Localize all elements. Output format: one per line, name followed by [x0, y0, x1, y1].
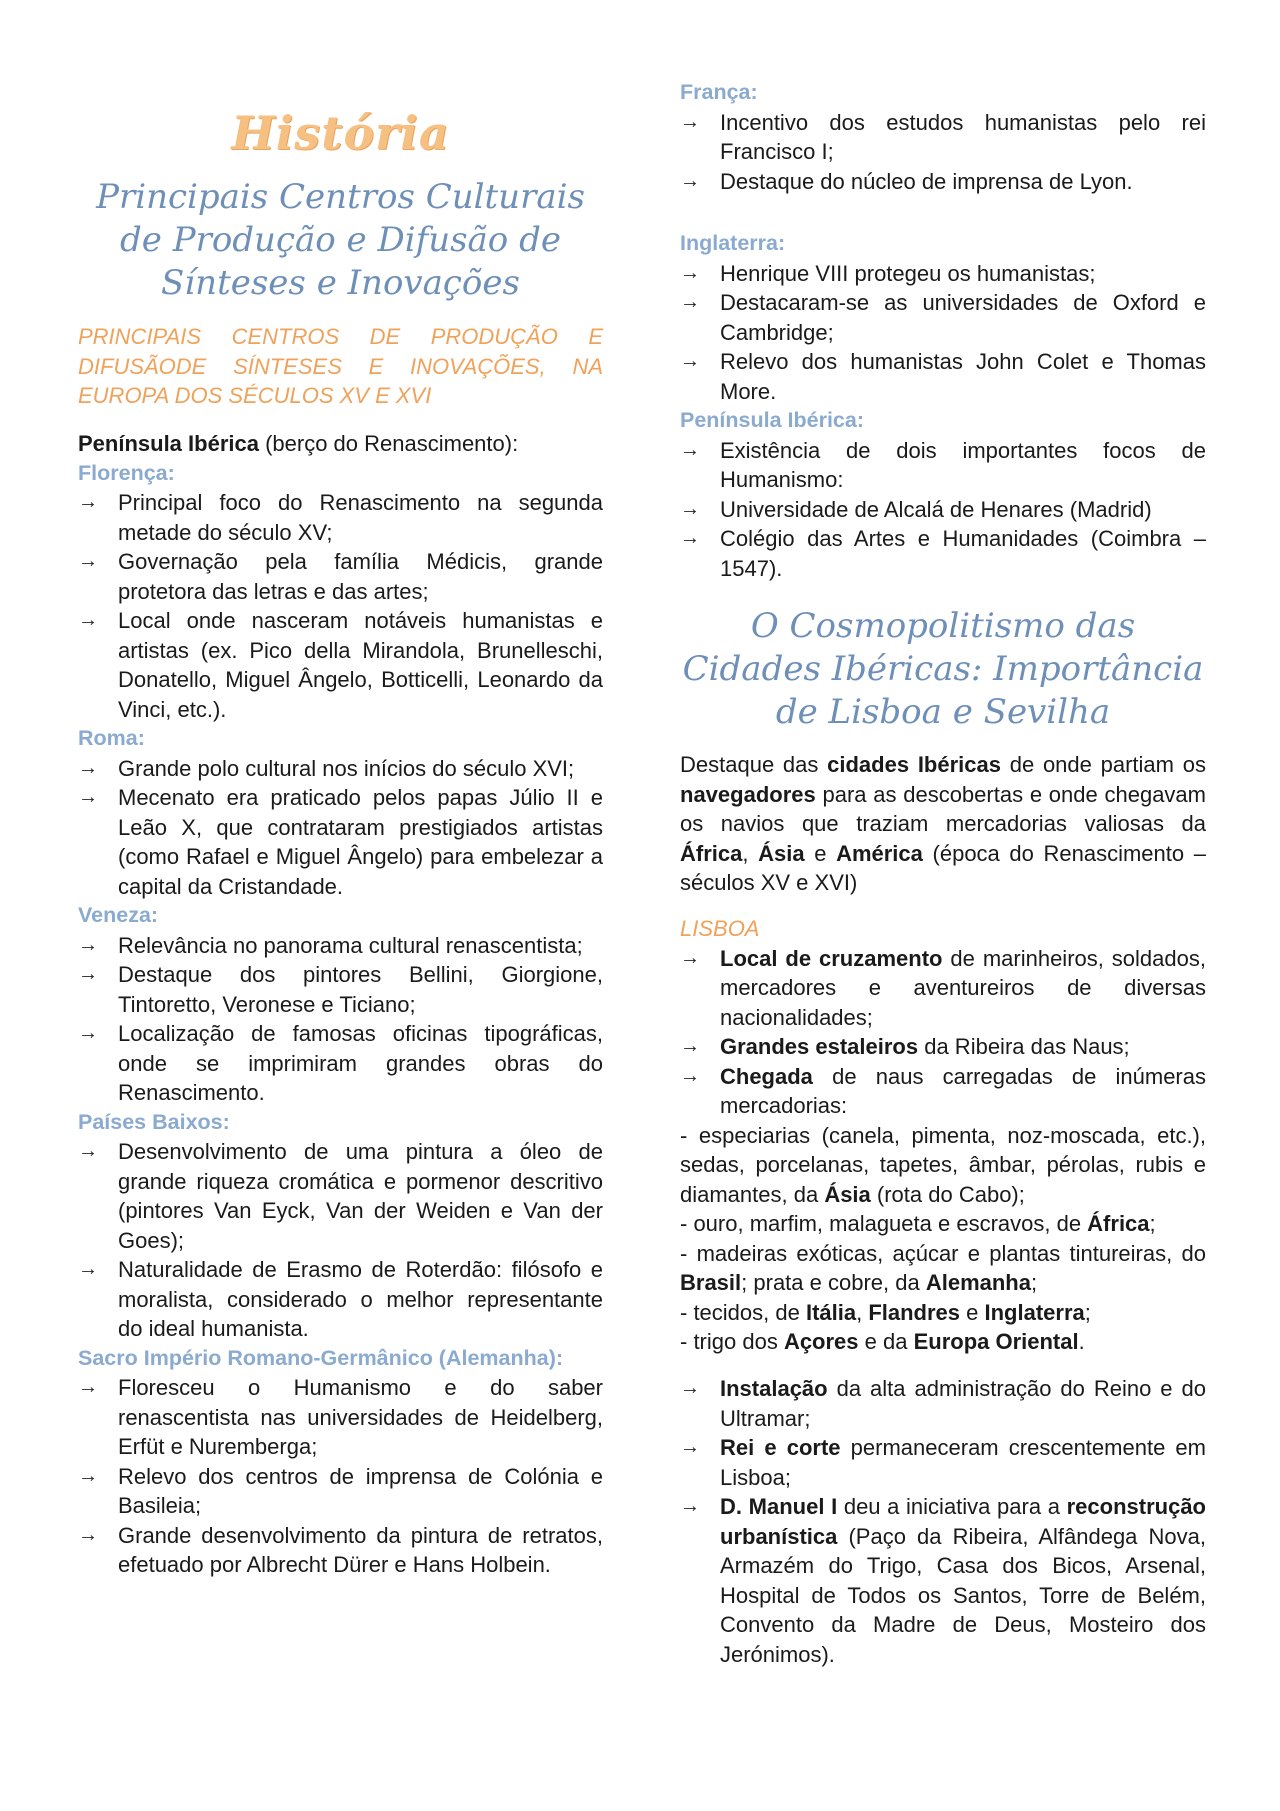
arrow-icon: →	[680, 527, 700, 549]
list-item: → Local onde nasceram notáveis humanistas e artistas (ex. Pico della Mirandola, Brunelleschi, Donatello, Miguel Ângelo, Botticelli, Leonardo da Vinci, etc.).	[78, 608, 603, 722]
list-item: → Grande polo cultural nos inícios do século XVI;	[78, 754, 603, 784]
arrow-icon: →	[680, 438, 700, 461]
arrow-icon: →	[78, 1464, 98, 1487]
arrow-icon: →	[680, 1035, 700, 1057]
list-item: → Incentivo dos estudos humanistas pelo rei Francisco I;	[680, 109, 1206, 164]
list-item: → Universidade de Alcalá de Henares (Madrid)	[680, 495, 1206, 525]
list-item: → Floresceu o Humanismo e do saber renascentista nas universidades de Heidelberg, Erfüt e Nuremberga;	[78, 1375, 603, 1459]
intro-paragraph: Destaque das cidades Ibéricas de onde partiam os navegadores para as descobertas e onde chegavam os navios que traziam mercadorias valiosas da África, Ásia e América (época do Renascimento – séculos XV e XVI)	[680, 752, 1206, 895]
inglaterra-list	[680, 259, 1206, 407]
list-item: → Instalação da alta administração do Reino e do Ultramar;	[680, 1376, 1206, 1431]
veneza-list	[78, 931, 603, 1108]
arrow-icon: →	[680, 261, 700, 284]
intro-rest: (berço do Renascimento):	[258, 431, 519, 456]
list-item: → Rei e corte permaneceram crescentemente em Lisboa;	[680, 1435, 1206, 1490]
arrow-icon: →	[78, 963, 98, 985]
goods-line: - especiarias (canela, pimenta, noz-moscada, etc.), sedas, porcelanas, tapetes, âmbar, pérolas, rubis e diamantes, da Ásia (rota do Cabo);	[680, 1122, 1206, 1207]
arrow-icon: →	[78, 1258, 98, 1280]
list-item: → Principal foco do Renascimento na segunda metade do século XV;	[78, 490, 603, 545]
intro-line	[78, 429, 603, 459]
goods-line: - madeiras exóticas, açúcar e plantas tintureiras, do Brasil; prata e cobre, da Alemanha;	[680, 1240, 1206, 1295]
list-item: → Existência de dois importantes focos de Humanismo:	[680, 437, 1206, 492]
arrow-icon: →	[78, 1140, 98, 1162]
region-inglaterra: Inglaterra:	[680, 231, 786, 255]
list-item: → Governação pela família Médicis, grande protetora das letras e das artes;	[78, 549, 603, 604]
arrow-icon: →	[680, 1064, 700, 1087]
heading-line: Principais Centros Culturais	[96, 177, 585, 217]
region-peninsula-iberica: Península Ibérica:	[680, 408, 865, 432]
arrow-icon: →	[78, 1022, 98, 1044]
florenca-list	[78, 488, 603, 724]
region-roma: Roma:	[78, 726, 145, 750]
goods-line: - trigo dos Açores e da Europa Oriental.	[680, 1329, 1085, 1354]
arrow-icon: →	[680, 110, 700, 133]
arrow-icon: →	[680, 946, 700, 969]
list-item: → Henrique VIII protegeu os humanistas;	[680, 259, 1206, 289]
list-item: → Relevância no panorama cultural renascentista;	[78, 931, 603, 961]
list-item: → Destacaram-se as universidades de Oxford e Cambridge;	[680, 290, 1206, 345]
list-item: → Destaque do núcleo de imprensa de Lyon.	[680, 167, 1206, 197]
list-item: → Relevo dos humanistas John Colet e Thomas More.	[680, 349, 1206, 404]
region-veneza: Veneza:	[78, 903, 159, 927]
list-item: → Local de cruzamento de marinheiros, soldados, mercadores e aventureiros de diversas nacionalidades;	[680, 945, 1206, 1030]
list-item: → D. Manuel I deu a iniciativa para a reconstrução urbanística (Paço da Ribeira, Alfândega Nova, Armazém do Trigo, Casa dos Bicos, Arsenal, Hospital de Todos os Santos, Torre de Belém, Convento da Madre de Deus, Mosteiro dos Jerónimos).	[680, 1494, 1206, 1667]
arrow-icon: →	[78, 550, 98, 572]
orange-subheading: PRINCIPAIS CENTROS DE PRODUÇÃO E DIFUSÃODE SÍNTESES E INOVAÇÕES, NA EUROPA DOS SÉCULOS XV E XVI	[78, 324, 603, 408]
arrow-icon: →	[78, 609, 98, 631]
arrow-icon: →	[78, 786, 98, 808]
sacro-list	[78, 1373, 603, 1580]
peninsula-list	[680, 436, 1206, 584]
list-item: → Mecenato era praticado pelos papas Júlio II e Leão X, que contrataram prestigiados artistas (como Rafael e Miguel Ângelo) para embelezar a capital da Cristandade.	[78, 785, 603, 899]
region-sacro-imperio: Sacro Império Romano-Germânico (Alemanha):	[78, 1345, 564, 1370]
arrow-icon: →	[78, 756, 98, 779]
arrow-icon: →	[680, 1495, 700, 1517]
arrow-icon: →	[680, 169, 700, 192]
arrow-icon: →	[78, 933, 98, 956]
franca-list	[680, 108, 1206, 197]
lisboa-heading: LISBOA	[680, 916, 760, 941]
arrow-icon: →	[680, 1436, 700, 1458]
list-item: → Naturalidade de Erasmo de Roterdão: filósofo e moralista, considerado o melhor representante do ideal humanista.	[78, 1257, 603, 1341]
arrow-icon: →	[680, 497, 700, 520]
lisboa-list	[680, 944, 1206, 1121]
goods-line: - ouro, marfim, malagueta e escravos, de África;	[680, 1211, 1156, 1236]
list-item: → Grande desenvolvimento da pintura de retratos, efetuado por Albrecht Dürer e Hans Holbein.	[78, 1522, 603, 1577]
right-section-heading	[680, 605, 1206, 734]
arrow-icon: →	[78, 1376, 98, 1398]
heading-line: de Lisboa e Sevilha	[775, 692, 1111, 732]
page-title: História	[231, 106, 450, 160]
arrow-icon: →	[78, 1523, 98, 1546]
list-item: → Localização de famosas oficinas tipográficas, onde se imprimiram grandes obras do Renascimento.	[78, 1021, 603, 1105]
region-paises-baixos: Países Baixos:	[78, 1109, 230, 1134]
list-item: → Chegada de naus carregadas de inúmeras mercadorias:	[680, 1063, 1206, 1118]
paises-list	[78, 1137, 603, 1344]
arrow-icon: →	[680, 1377, 700, 1399]
heading-line: de Produção e Difusão de	[120, 220, 561, 260]
region-florenca: Florença:	[78, 460, 175, 485]
heading-line: O Cosmopolitismo das	[750, 606, 1136, 646]
arrow-icon: →	[680, 350, 700, 372]
administration-list	[680, 1374, 1206, 1669]
list-item: → Grandes estaleiros da Ribeira das Naus;	[680, 1032, 1206, 1062]
heading-line: Cidades Ibéricas: Importância	[682, 649, 1204, 689]
heading-line: Sínteses e Inovações	[161, 263, 520, 303]
list-item: → Destaque dos pintores Bellini, Giorgione, Tintoretto, Veronese e Ticiano;	[78, 962, 603, 1017]
list-item: → Desenvolvimento de uma pintura a óleo de grande riqueza cromática e pormenor descritivo (pintores Van Eyck, Van der Weiden e Van der Goes);	[78, 1139, 603, 1253]
region-franca: França:	[680, 80, 758, 104]
arrow-icon: →	[78, 491, 98, 513]
list-item: → Colégio das Artes e Humanidades (Coimbra – 1547).	[680, 526, 1206, 581]
goods-line: - tecidos, de Itália, Flandres e Inglaterra;	[680, 1299, 1091, 1325]
roma-list	[78, 754, 603, 902]
list-item: → Relevo dos centros de imprensa de Colónia e Basileia;	[78, 1463, 603, 1518]
intro-bold: Península Ibérica	[78, 431, 259, 456]
arrow-icon: →	[680, 291, 700, 313]
left-section-heading	[78, 176, 603, 305]
